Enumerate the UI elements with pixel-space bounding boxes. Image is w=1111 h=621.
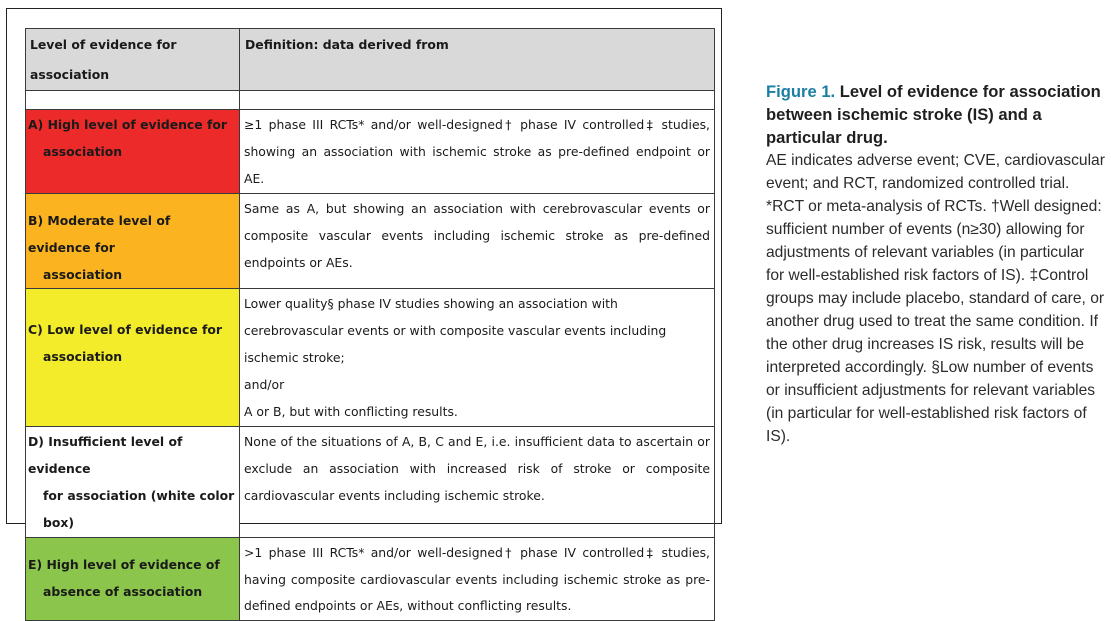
level-cell-b (26, 193, 240, 289)
evidence-level-table (25, 28, 715, 621)
header-definition: Definition: data derived from (240, 29, 715, 91)
level-e-line1: E) High level of evidence of (28, 556, 220, 572)
table-header-row (26, 29, 715, 91)
table-row-e (26, 537, 715, 621)
caption-body: AE indicates adverse event; CVE, cardiovascular event; and RCT, randomized controlled trial. *RCT or meta-analysis of RCTs. †Well designed: sufficient number of events (n≥30) allowing for adjustments of relevant variables (in particular for well-established risk factors of IS). ‡Control groups may include placebo, standard of care, or another drug used to treat the same condition. If the other drug increases IS risk, results will be interpreted accordingly. §Low number of events or insufficient adjustments for relevant variables (in particular for well-established risk factors of IS). (766, 152, 1105, 445)
caption-title: Level of evidence for association between ischemic stroke (IS) and a particular drug. (766, 82, 1101, 147)
definition-cell-d (240, 426, 715, 537)
level-c-line2: association (43, 349, 123, 365)
definition-b-text: Same as A, but showing an association with cerebrovascular events or composite vascular events including ischemic stroke as pre-defined endpoints or AEs. (244, 200, 710, 270)
level-c-line1: C) Low level of evidence for (28, 322, 223, 338)
definition-e-text: >1 phase III RCTs* and/or well-designed† phase IV controlled‡ studies, having composite cardiovascular events including ischemic stroke as pre-defined endpoints or AEs, without conflicting results. (244, 544, 710, 614)
definition-a-text: ≥1 phase III RCTs* and/or well-designed† phase IV controlled‡ studies, showing an association with ischemic stroke as pre-defined endpoint or AE. (244, 117, 710, 186)
table-row-a (26, 110, 715, 194)
level-cell-e (26, 537, 240, 621)
definition-cell-a (240, 110, 715, 194)
level-d-line3: box) (43, 514, 75, 530)
level-cell-a (26, 110, 240, 194)
figure-frame (6, 8, 722, 614)
level-a-line1: A) High level of evidence for (28, 117, 227, 132)
level-cell-c (26, 289, 240, 427)
level-b-line1: B) Moderate level of evidence for (28, 212, 171, 255)
level-e-line2: absence of association (43, 583, 203, 599)
table-row-d (26, 426, 715, 537)
caption-heading (766, 80, 1106, 149)
definition-cell-b (240, 193, 715, 289)
definition-cell-e (240, 537, 715, 621)
level-d-line1: D) Insufficient level of evidence (28, 433, 183, 476)
header-spacer (26, 91, 715, 110)
definition-c-text-1: Lower quality§ phase IV studies showing an association with cerebrovascular events or with composite vascular events including ischemic stroke; (244, 296, 667, 366)
figure-number: Figure 1. (766, 82, 836, 101)
definition-c-text-3: A or B, but with conflicting results. (244, 404, 458, 420)
figure-caption (766, 80, 1106, 448)
level-d-line2: for association (white color (43, 487, 235, 503)
definition-cell-c (240, 289, 715, 427)
level-a-line2: association (43, 143, 123, 159)
header-level: Level of evidence for association (26, 29, 240, 91)
definition-d-text: None of the situations of A, B, C and E, i.e. insufficient data to ascertain or exclude an association with increased risk of stroke or composite cardiovascular events including ischemic stroke. (244, 433, 710, 503)
table-row-c (26, 289, 715, 427)
table-row-b (26, 193, 715, 289)
level-b-line2: association (43, 266, 123, 282)
definition-c-text-2: and/or (244, 377, 285, 393)
level-cell-d (26, 426, 240, 537)
